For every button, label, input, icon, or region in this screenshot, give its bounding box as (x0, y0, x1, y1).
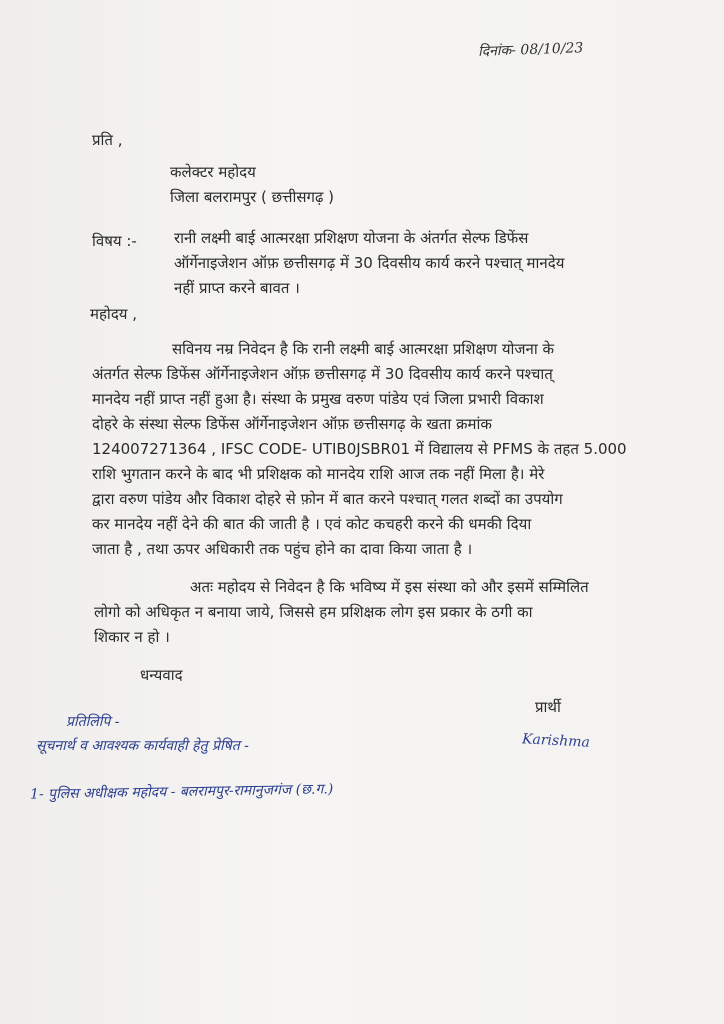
signature: Karishma (521, 731, 591, 751)
body-paragraph-2 (94, 575, 589, 650)
subject-label: विषय :- (92, 232, 137, 250)
applicant-label: प्रार्थी (535, 698, 561, 716)
body-line: द्वारा वरुण पांडेय और विकाश दोहरे से फ़ोन में बात करने पश्चात् गलत शब्दों का उपयोग (92, 490, 563, 508)
body-paragraph-1 (92, 337, 627, 562)
to-label: प्रति , (92, 131, 123, 149)
subject-line: ऑर्गेनाइजेशन ऑफ़ छत्तीसगढ़ में 30 दिवसीय कार्य करने पश्चात् मानदेय (174, 254, 565, 272)
body-line: शिकार न हो । (94, 628, 170, 646)
subject-line: नहीं प्राप्त करने बावत । (174, 279, 300, 297)
recipient-line-1: कलेक्टर महोदय (170, 163, 256, 181)
copy-heading: प्रतिलिपि - (66, 714, 120, 730)
salutation: महोदय , (90, 305, 138, 323)
copy-forward-note: सूचनार्थ व आवश्यक कार्यवाही हेतु प्रेषित - (36, 738, 249, 754)
body-line: कर मानदेय नहीं देने की बात की जाती है । एवं कोट कचहरी करने की धमकी दिया (92, 515, 532, 533)
closing: धन्यवाद (140, 666, 183, 684)
recipient-line-2: जिला बलरामपुर ( छत्तीसगढ़ ) (170, 188, 335, 206)
body-line: अंतर्गत सेल्फ डिफेंस ऑर्गेनाइजेशन ऑफ़ छत्तीसगढ़ में 30 दिवसीय कार्य करने पश्चात् (92, 365, 553, 383)
letter-date: दिनांक- 08/10/23 (477, 40, 584, 60)
body-line: लोगो को अधिकृत न बनाया जाये, जिससे हम प्रशिक्षक लोग इस प्रकार के ठगी का (94, 603, 533, 621)
body-line: जाता है , तथा ऊपर अधिकारी तक पहुंच होने का दावा किया जाता है । (92, 540, 473, 558)
body-line: राशि भुगतान करने के बाद भी प्रशिक्षक को मानदेय राशि आज तक नहीं मिला है। मेरे (92, 465, 545, 483)
body-line: सविनय नम्र निवेदन है कि रानी लक्ष्मी बाई आत्मरक्षा प्रशिक्षण योजना के (172, 340, 555, 358)
subject-text (174, 226, 564, 301)
subject-line: रानी लक्ष्मी बाई आत्मरक्षा प्रशिक्षण योजना के अंतर्गत सेल्फ डिफेंस (174, 229, 529, 247)
copy-recipient-1: 1- पुलिस अधीक्षक महोदय - बलरामपुर-रामानुजगंज (छ.ग.) (29, 781, 334, 803)
body-line: दोहरे के संस्था सेल्फ डिफेंस ऑर्गेनाइजेशन ऑफ़ छत्तीसगढ़ के खता क्रमांक (92, 415, 492, 433)
body-line: मानदेय नहीं प्राप्त नहीं हुआ है। संस्था के प्रमुख वरुण पांडेय एवं जिला प्रभारी विकाश (92, 390, 544, 408)
body-line: 124007271364 , IFSC CODE- UTIB0JSBR01 में विद्यालय से PFMS के तहत 5.000 (92, 440, 627, 458)
body-line: अतः महोदय से निवेदन है कि भविष्य में इस संस्था को और इसमें सम्मिलित (190, 578, 589, 596)
